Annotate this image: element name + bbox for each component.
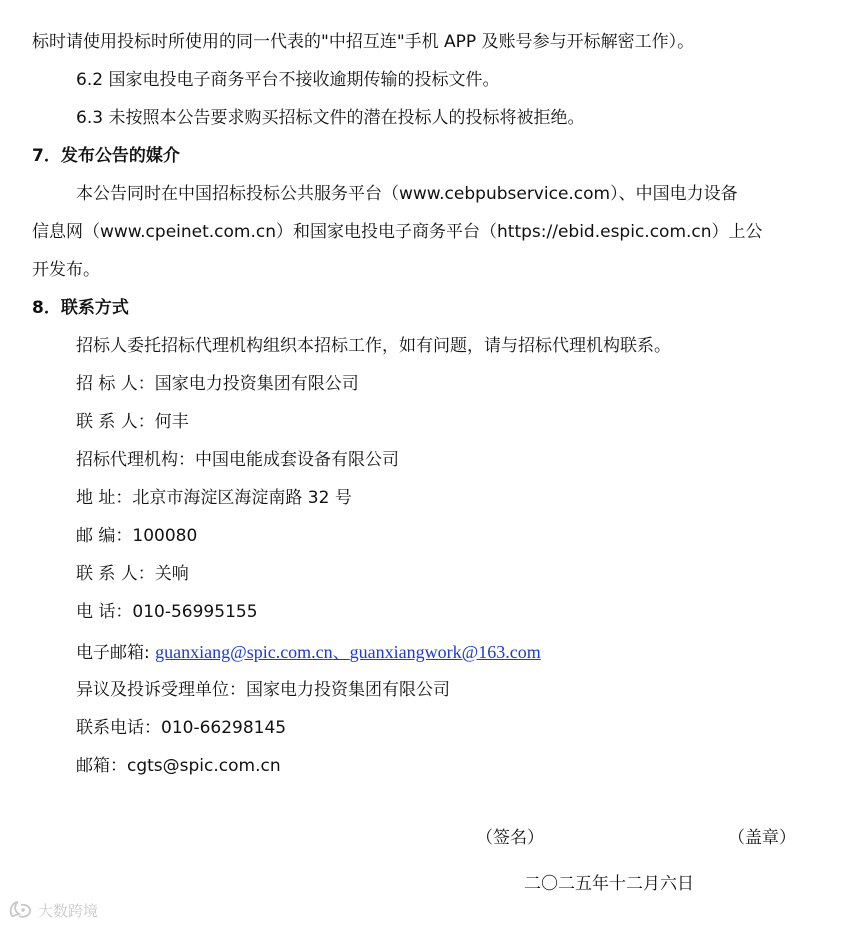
text-line-media-2: 信息网（www.cpeinet.com.cn）和国家电投电子商务平台（https://ebid.espic.com.cn）上公	[32, 222, 763, 242]
email-link-guanxiangwork[interactable]: guanxiangwork@163.com	[349, 642, 541, 662]
text-line-complaint-unit: 异议及投诉受理单位：国家电力投资集团有限公司	[76, 680, 450, 700]
text-line-contact-person-1: 联 系 人：何丰	[76, 412, 189, 432]
text-line-registration-note: 标时请使用投标时所使用的同一代表的"中招互连"手机 APP 及账号参与开标解密工作）。	[32, 32, 695, 52]
text-line-address: 地 址：北京市海淀区海淀南路 32 号	[76, 488, 352, 508]
section-heading-7: 7．发布公告的媒介	[32, 146, 180, 166]
seal-label: （盖章）	[728, 828, 796, 848]
email-label: 电子邮箱:	[76, 643, 156, 663]
email-link-guanxiang[interactable]: guanxiang@spic.com.cn	[155, 642, 333, 662]
text-line-complaint-email: 邮箱：cgts@spic.com.cn	[76, 756, 281, 776]
text-line-media-1: 本公告同时在中国招标投标公共服务平台（www.cebpubservice.com）、中国电力设备	[76, 184, 738, 204]
text-line-postcode: 邮 编：100080	[76, 526, 198, 546]
text-line-complaint-phone: 联系电话：010-66298145	[76, 718, 287, 738]
text-line-tenderer: 招 标 人：国家电力投资集团有限公司	[76, 374, 359, 394]
text-line-contact-intro: 招标人委托招标代理机构组织本招标工作，如有问题，请与招标代理机构联系。	[76, 336, 671, 356]
signature-label: （签名）	[476, 828, 544, 848]
text-line-6-3: 6.3 未按照本公告要求购买招标文件的潜在投标人的投标将被拒绝。	[76, 108, 585, 128]
text-line-media-3: 开发布。	[32, 260, 100, 280]
text-line-phone: 电 话：010-56995155	[76, 602, 258, 622]
watermark-logo-icon	[8, 899, 34, 921]
text-line-contact-person-2: 联 系 人：关响	[76, 564, 189, 584]
watermark	[8, 898, 98, 922]
watermark-text: 大数跨境	[38, 901, 99, 920]
email-separator: 、	[332, 643, 350, 663]
document-date: 二〇二五年十二月六日	[524, 874, 694, 894]
text-line-agency: 招标代理机构：中国电能成套设备有限公司	[76, 450, 399, 470]
section-heading-8: 8．联系方式	[32, 298, 129, 318]
text-line-6-2: 6.2 国家电投电子商务平台不接收逾期传输的投标文件。	[76, 70, 500, 90]
text-line-email	[76, 640, 541, 665]
